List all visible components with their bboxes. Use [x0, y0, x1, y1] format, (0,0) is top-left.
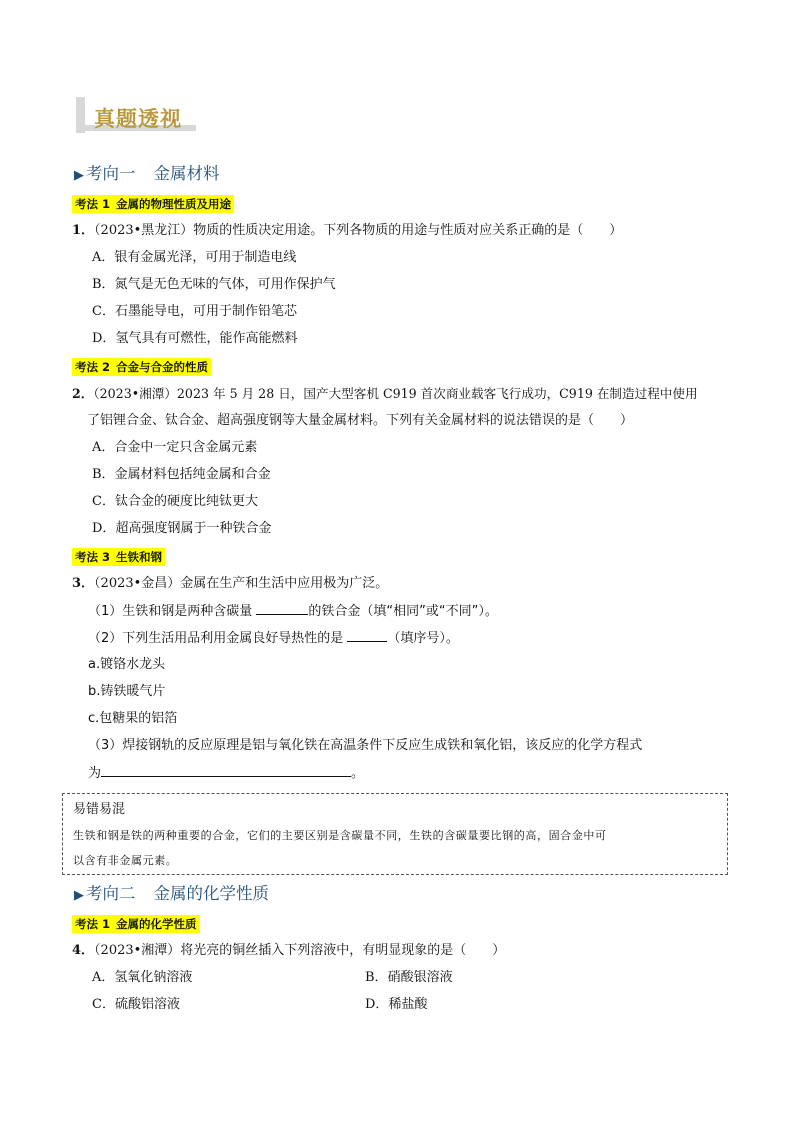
tip-text-line-1: 生铁和钢是铁的两种重要的合金，它们的主要区别是含碳量不同，生铁的含碳量要比钢的高，固合金中可: [73, 829, 607, 842]
sub-question-1: （1）生铁和钢是两种含碳量 的铁合金（填“相同”或“不同”）。: [88, 604, 498, 619]
tip-title: 易错易混: [73, 802, 126, 817]
option-a: A．氢氧化钠溶液: [92, 970, 193, 985]
sub-question-3-line2: 为 。: [88, 766, 365, 781]
kaofa-name: 生铁和钢: [116, 550, 163, 564]
option-c: C．硫酸铝溶液: [92, 997, 180, 1012]
list-item: c.包糖果的铝箔: [88, 711, 178, 726]
sub-question-2: （2）下列生活用品利用金属良好导热性的是 （填序号）。: [88, 631, 459, 646]
section-label: 考向一: [86, 164, 136, 183]
option-c: C．钛合金的硬度比纯钛更大: [92, 494, 258, 509]
question-text: （2023•金昌）金属在生产和生活中应用极为广泛。: [94, 576, 389, 591]
option-c: C．石墨能导电，可用于制作铅笔芯: [92, 304, 297, 319]
kaofa-label: 考法 2: [75, 360, 111, 374]
question-number: 1．: [72, 223, 95, 238]
section-name: 金属材料: [153, 164, 220, 183]
section-label: 考向二: [86, 884, 136, 903]
option-a: A．合金中一定只含金属元素: [92, 440, 258, 455]
question-4: [72, 942, 505, 960]
kaofa-name: 合金与合金的性质: [116, 360, 209, 374]
kaofa-label: 考法 3: [75, 550, 111, 564]
list-item: a.镀铬水龙头: [88, 657, 166, 672]
answer-blank-3[interactable]: [101, 764, 351, 777]
question-number: 4．: [72, 943, 95, 958]
answer-blank-1[interactable]: [256, 602, 308, 615]
kaofa-tag-4: [72, 915, 200, 933]
kaofa-label: 考法 1: [75, 197, 111, 211]
question-text: （2023•湘潭）2023 年 5 月 28 日，国产大型客机 C919 首次商业载客飞行成功，C919 在制造过程中使用: [93, 386, 698, 401]
option-a: A．银有金属光泽，可用于制造电线: [92, 250, 297, 265]
sub-question-3: （3）焊接钢轨的反应原理是铝与氧化铁在高温条件下反应生成铁和氧化铝，该反应的化学方程式: [88, 738, 643, 753]
question-text: （2023•黑龙江）物质的性质决定用途。下列各物质的用途与性质对应关系正确的是（ ）: [94, 223, 623, 238]
question-text: （2023•湘潭）将光亮的铜丝插入下列溶液中，有明显现象的是（ ）: [94, 943, 506, 958]
title-block: [76, 97, 200, 137]
section-heading-1: [74, 160, 220, 184]
question-number: 2．: [72, 386, 94, 401]
option-b: B．金属材料包括纯金属和合金: [92, 467, 271, 482]
triangle-icon: ▶: [74, 168, 84, 183]
option-d: D．稀盐酸: [365, 997, 428, 1012]
option-b: B．氮气是无色无味的气体，可用作保护气: [92, 277, 336, 292]
kaofa-tag-3: [72, 548, 165, 566]
kaofa-name: 金属的化学性质: [116, 917, 197, 931]
question-2-line2: 了铝锂合金、钛合金、超高强度钢等大量金属材料。下列有关金属材料的说法错误的是（ ）: [87, 413, 634, 428]
kaofa-label: 考法 1: [75, 917, 111, 931]
question-1: [72, 222, 622, 240]
kaofa-tag-1: [72, 195, 234, 213]
question-3: [72, 575, 388, 593]
kaofa-tag-2: [72, 358, 211, 376]
section-heading-2: [74, 880, 269, 904]
question-2: [72, 385, 698, 403]
option-d: D．氢气具有可燃性，能作高能燃料: [92, 331, 298, 346]
answer-blank-2[interactable]: [347, 629, 387, 642]
kaofa-name: 金属的物理性质及用途: [116, 197, 232, 211]
list-item: b.铸铁暖气片: [88, 684, 166, 699]
option-b: B．硝酸银溶液: [365, 970, 453, 985]
triangle-icon: ▶: [74, 888, 84, 903]
section-name: 金属的化学性质: [153, 884, 269, 903]
page-title: 真题透视: [94, 107, 182, 131]
question-number: 3．: [72, 576, 95, 591]
tip-box: [62, 793, 728, 875]
tip-text-line-2: 以含有非金属元素。: [73, 854, 178, 867]
option-d: D．超高强度钢属于一种铁合金: [92, 521, 272, 536]
